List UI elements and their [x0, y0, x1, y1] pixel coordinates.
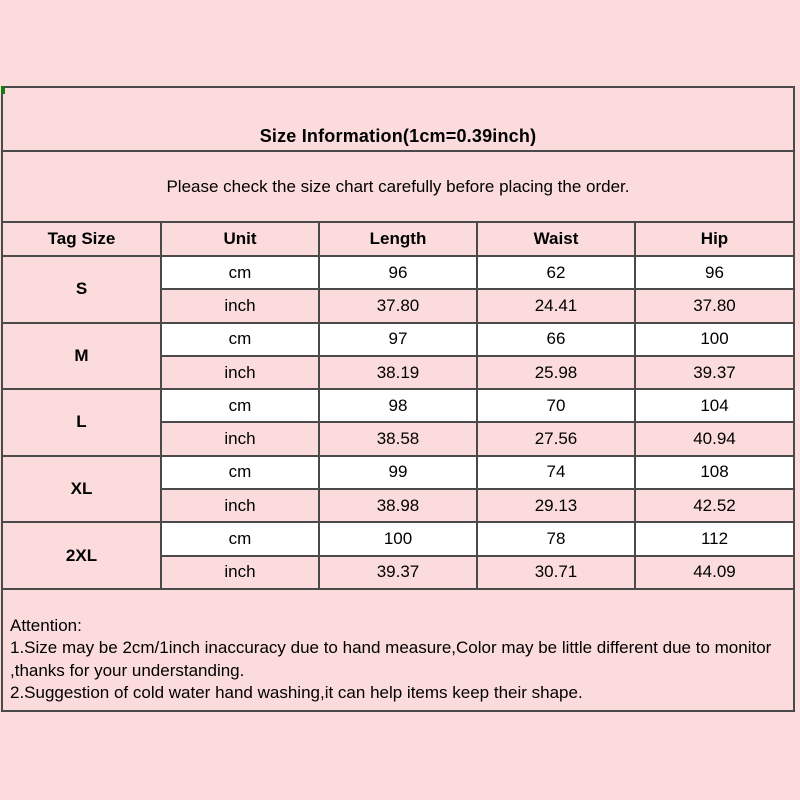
hip-cell: 96 — [635, 256, 793, 289]
size-label-2xl: 2XL — [3, 522, 161, 589]
length-cell: 98 — [319, 389, 477, 422]
header-waist: Waist — [477, 222, 635, 256]
corner-artifact — [1, 86, 5, 94]
size-chart-panel — [1, 86, 795, 712]
hip-cell: 37.80 — [635, 289, 793, 322]
header-unit: Unit — [161, 222, 319, 256]
table-row — [3, 456, 793, 489]
length-cell: 96 — [319, 256, 477, 289]
table-row — [3, 522, 793, 555]
waist-cell: 29.13 — [477, 489, 635, 522]
attention-line: 1.Size may be 2cm/1inch inaccuracy due to hand measure,Color may be little different due to monitor — [10, 638, 772, 658]
hip-cell: 44.09 — [635, 556, 793, 589]
attention-line: 2.Suggestion of cold water hand washing,it can help items keep their shape. — [10, 683, 583, 703]
length-cell: 97 — [319, 323, 477, 356]
size-label-xl: XL — [3, 456, 161, 523]
unit-cell: cm — [161, 389, 319, 422]
table-header-row — [3, 222, 793, 256]
note-text: Please check the size chart carefully before placing the order. — [166, 176, 630, 196]
unit-cell: cm — [161, 456, 319, 489]
unit-cell: inch — [161, 289, 319, 322]
unit-cell: cm — [161, 323, 319, 356]
header-tag-size: Tag Size — [3, 222, 161, 256]
length-cell: 99 — [319, 456, 477, 489]
attention-heading: Attention: — [10, 616, 82, 635]
page-title: Size Information(1cm=0.39inch) — [259, 126, 537, 146]
unit-cell: inch — [161, 556, 319, 589]
hip-cell: 112 — [635, 522, 793, 555]
hip-cell: 104 — [635, 389, 793, 422]
waist-cell: 78 — [477, 522, 635, 555]
note-section — [3, 152, 793, 221]
hip-cell: 108 — [635, 456, 793, 489]
table-row — [3, 256, 793, 289]
unit-cell: cm — [161, 256, 319, 289]
header-hip: Hip — [635, 222, 793, 256]
header-length: Length — [319, 222, 477, 256]
waist-cell: 25.98 — [477, 356, 635, 389]
waist-cell: 30.71 — [477, 556, 635, 589]
waist-cell: 24.41 — [477, 289, 635, 322]
waist-cell: 70 — [477, 389, 635, 422]
unit-cell: inch — [161, 489, 319, 522]
waist-cell: 66 — [477, 323, 635, 356]
waist-cell: 62 — [477, 256, 635, 289]
size-label-m: M — [3, 323, 161, 390]
hip-cell: 39.37 — [635, 356, 793, 389]
unit-cell: inch — [161, 422, 319, 455]
length-cell: 38.58 — [319, 422, 477, 455]
title-section — [3, 88, 793, 152]
attention-line: ,thanks for your understanding. — [10, 660, 245, 680]
length-cell: 37.80 — [319, 289, 477, 322]
table-row — [3, 323, 793, 356]
size-table — [3, 221, 793, 590]
size-label-l: L — [3, 389, 161, 456]
unit-cell: inch — [161, 356, 319, 389]
waist-cell: 74 — [477, 456, 635, 489]
hip-cell: 40.94 — [635, 422, 793, 455]
length-cell: 38.98 — [319, 489, 477, 522]
hip-cell: 42.52 — [635, 489, 793, 522]
hip-cell: 100 — [635, 323, 793, 356]
length-cell: 100 — [319, 522, 477, 555]
table-row — [3, 389, 793, 422]
size-label-s: S — [3, 256, 161, 323]
unit-cell: cm — [161, 522, 319, 555]
attention-section — [3, 590, 793, 710]
length-cell: 39.37 — [319, 556, 477, 589]
length-cell: 38.19 — [319, 356, 477, 389]
waist-cell: 27.56 — [477, 422, 635, 455]
